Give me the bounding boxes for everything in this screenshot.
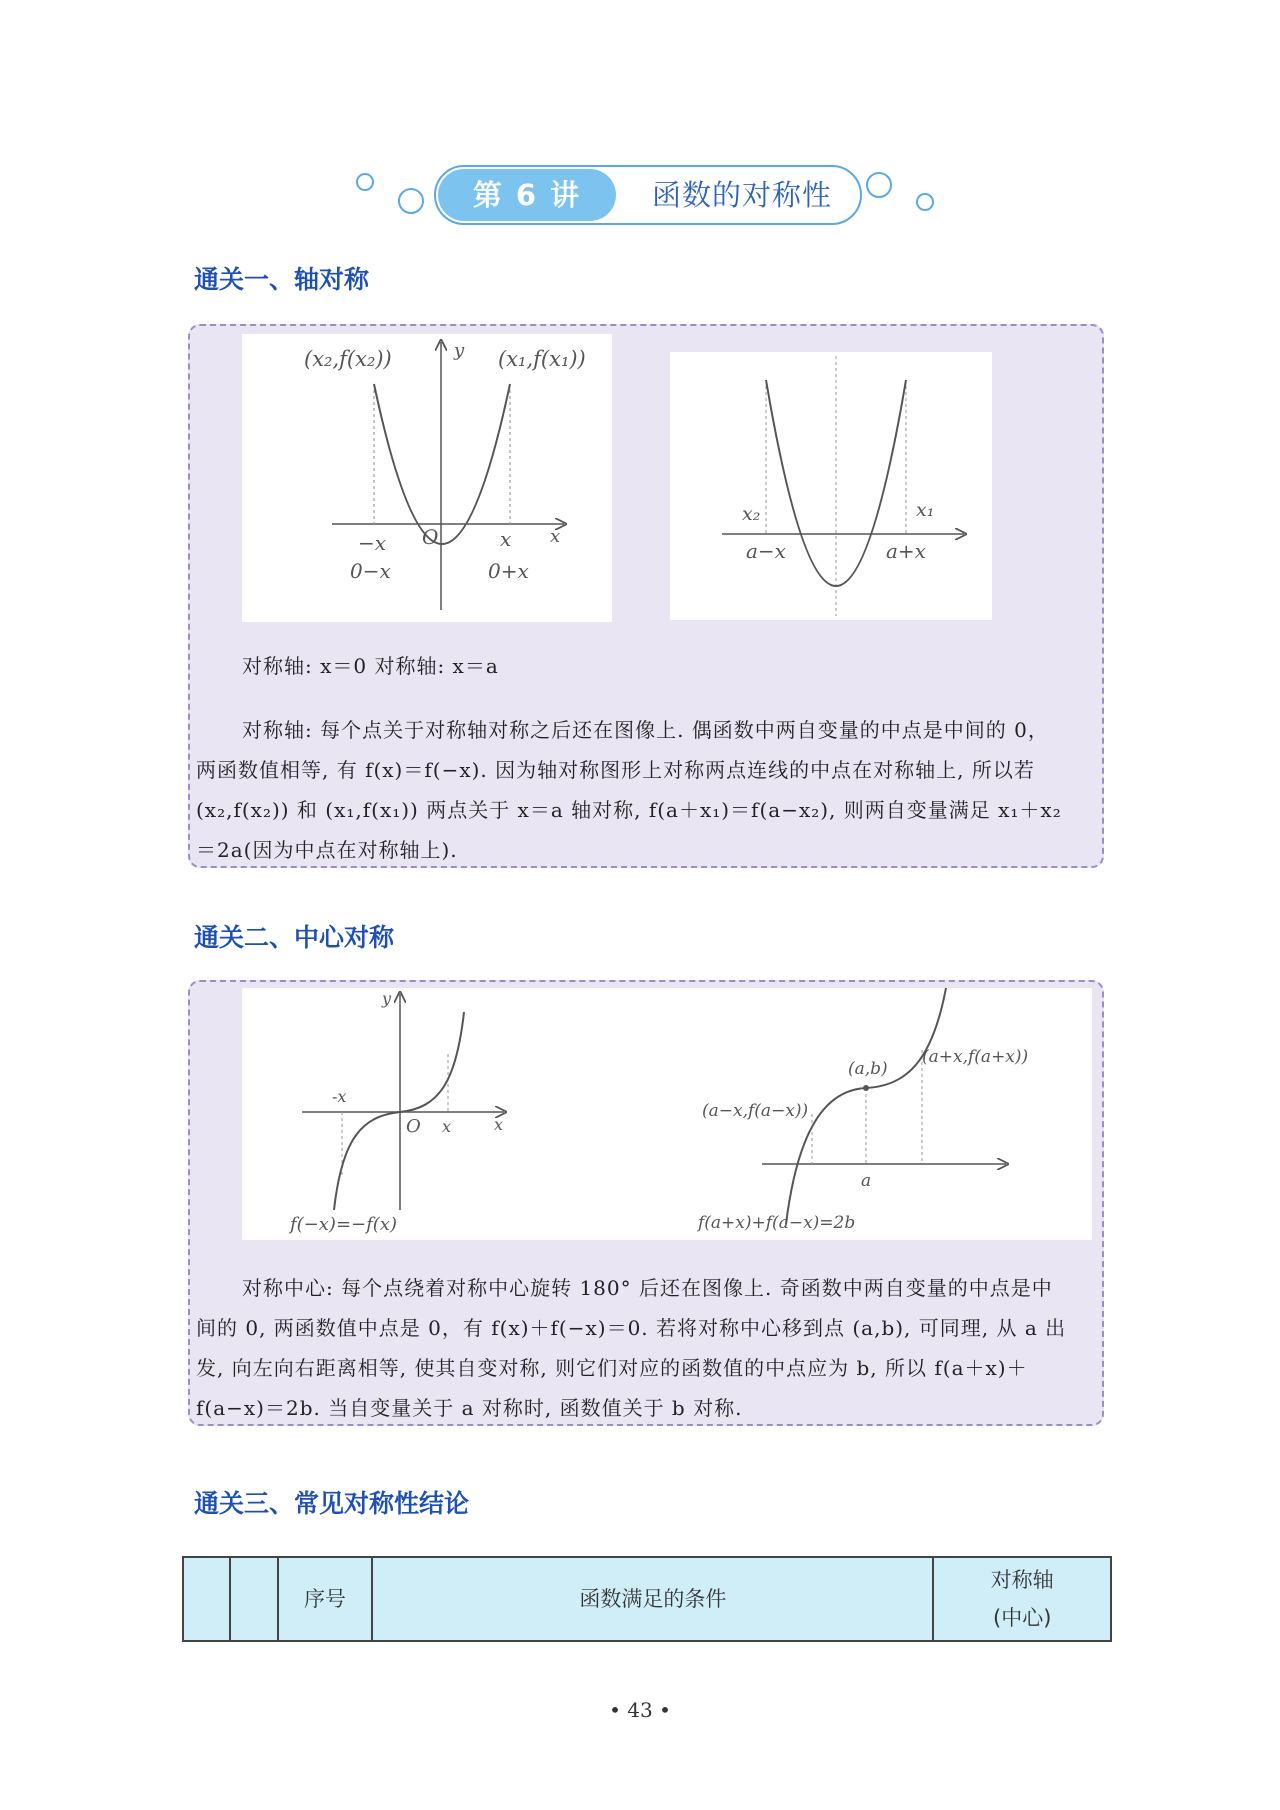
label-point-left: (x₂,f(x₂))	[304, 347, 392, 371]
table-header-condition: 函数满足的条件	[372, 1557, 933, 1641]
label-a-plus-x: a+x	[886, 539, 926, 563]
label-x1: x₁	[916, 499, 935, 521]
central-symmetry-figure	[242, 988, 1092, 1240]
label-neg-x: −x	[358, 531, 387, 555]
label-y: y	[382, 989, 392, 1008]
label-x: x	[494, 1115, 504, 1134]
table-header-axis-line-1: 对称轴	[990, 1568, 1054, 1592]
parabola-curve	[374, 384, 510, 544]
center-point	[863, 1085, 869, 1091]
central-paragraph-line-3: 发, 向左向右距离相等, 使其自变对称, 则它们对应的函数值的中点应为 b, 所以 f(a＋x)＋	[196, 1356, 1028, 1380]
label-0-minus-x: 0−x	[350, 559, 391, 583]
table-blank-cell-2	[230, 1557, 277, 1641]
label-neg-x: -x	[332, 1087, 347, 1106]
symmetry-conclusion-table	[182, 1556, 1112, 1642]
label-y: y	[454, 340, 465, 361]
label-point-right: (x₁,f(x₁))	[498, 347, 586, 371]
label-a: a	[861, 1171, 872, 1191]
lecture-title: 函数的对称性	[651, 178, 832, 212]
label-center: (a,b)	[848, 1059, 888, 1079]
label-general-formula: f(a+x)+f(a−x)=2b	[698, 1213, 856, 1233]
decor-circle-4	[916, 193, 934, 211]
table-header-index: 序号	[278, 1557, 373, 1641]
lecture-number: 第 6 讲	[438, 169, 616, 221]
label-origin: O	[406, 1116, 421, 1137]
lecture-banner	[434, 165, 860, 223]
label-right-point: (a+x,f(a+x))	[922, 1047, 1029, 1067]
decor-circle-1	[356, 173, 374, 191]
axis-caption: 对称轴: x＝0 对称轴: x＝a	[242, 654, 499, 678]
axial-paragraph-line-2: 两函数值相等, 有 f(x)＝f(−x). 因为轴对称图形上对称两点连线的中点在对称轴上, 所以若	[196, 758, 1035, 782]
table-header-axis	[933, 1557, 1111, 1641]
decor-circle-2	[398, 188, 424, 214]
label-a-minus-x: a−x	[746, 539, 786, 563]
section-heading-central: 通关二、中心对称	[194, 923, 395, 952]
central-paragraph-line-1: 对称中心: 每个点绕着对称中心旋转 180° 后还在图像上. 奇函数中两自变量的中点是中	[242, 1276, 1053, 1300]
label-origin: O	[422, 525, 439, 549]
axial-paragraph-line-1: 对称轴: 每个点关于对称轴对称之后还在图像上. 偶函数中两自变量的中点是中间的 0，	[242, 718, 1049, 742]
axial-symmetry-box	[188, 324, 1104, 868]
label-x: x	[550, 526, 561, 547]
central-paragraph-line-4: f(a−x)＝2b. 当自变量关于 a 对称时, 函数值关于 b 对称.	[196, 1396, 743, 1420]
decor-circle-3	[866, 172, 892, 198]
section-heading-axial: 通关一、轴对称	[194, 265, 370, 294]
label-0-plus-x: 0+x	[488, 559, 529, 583]
central-paragraph-line-2: 间的 0, 两函数值中点是 0，有 f(x)＋f(−x)＝0. 若将对称中心移到点 (a,b), 可同理, 从 a 出	[196, 1316, 1067, 1340]
label-x2: x₂	[742, 503, 761, 525]
table-blank-cell-1	[183, 1557, 230, 1641]
page-number: • 43 •	[609, 1698, 671, 1722]
label-pos-x: x	[442, 1117, 452, 1136]
axial-paragraph-line-3: (x₂,f(x₂)) 和 (x₁,f(x₁)) 两点关于 x＝a 轴对称, f(a＋x₁)＝f(a−x₂), 则两自变量满足 x₁＋x₂	[196, 798, 1062, 822]
label-pos-x: x	[500, 527, 512, 551]
table-header-axis-line-2: (中心)	[993, 1606, 1052, 1630]
odd-function-curve	[334, 1012, 464, 1210]
table-header-row	[183, 1557, 1111, 1641]
central-symmetry-box	[188, 980, 1104, 1426]
shifted-axis-figure	[670, 352, 992, 620]
label-left-point: (a−x,f(a−x))	[702, 1101, 809, 1121]
axial-paragraph-line-4: ＝2a(因为中点在对称轴上).	[196, 838, 458, 862]
even-function-figure	[242, 334, 612, 622]
label-odd-formula: f(−x)=−f(x)	[290, 1214, 397, 1235]
section-heading-conclusions: 通关三、常见对称性结论	[194, 1489, 470, 1518]
